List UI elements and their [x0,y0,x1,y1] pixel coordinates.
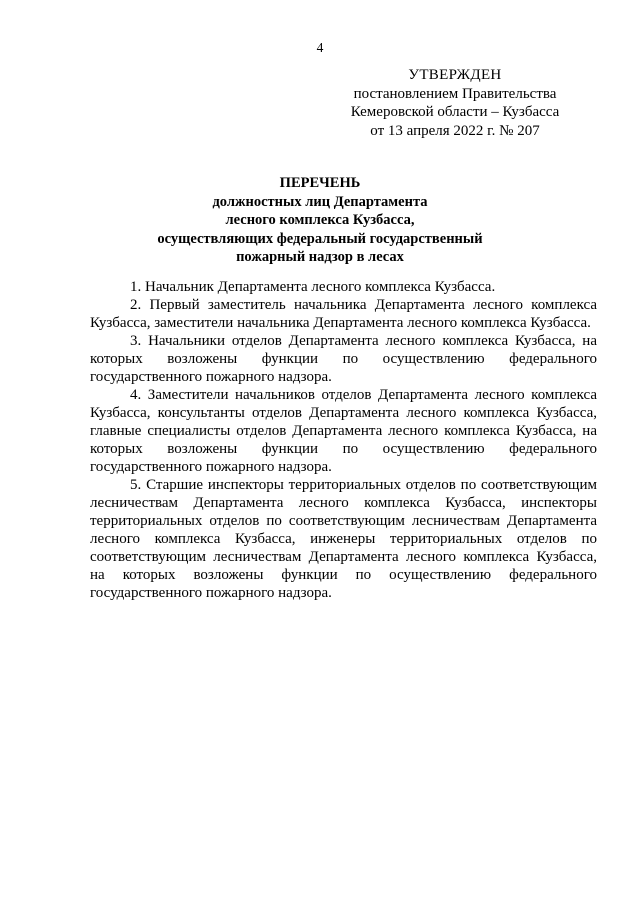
page-number: 4 [316,40,324,55]
document-title [90,174,550,267]
approval-line-2: Кемеровской области – Кузбасса [350,104,560,120]
list-item-2: 2. Первый заместитель начальника Департамента лесного комплекса Кузбасса, заместители начальника Департамента лесного комплекса Кузбасса. [90,297,597,331]
approval-block [320,66,590,140]
list-item-1: 1. Начальник Департамента лесного комплекса Кузбасса. [130,279,496,295]
list-item-3: 3. Начальники отделов Департамента лесного комплекса Кузбасса, на которых возложены функции по осуществлению федерального государственного пожарного надзора. [90,333,597,385]
title-heading: ПЕРЕЧЕНЬ [279,175,361,191]
approval-line-3: от 13 апреля 2022 г. № 207 [370,122,540,139]
approval-stamp: УТВЕРЖДЕН [408,67,502,83]
document-body [90,278,597,602]
title-line-3: осуществляющих федеральный государственный [157,230,483,247]
title-line-4: пожарный надзор в лесах [236,249,404,265]
list-item-4: 4. Заместители начальников отделов Департамента лесного комплекса Кузбасса, консультанты отделов Департамента лесного комплекса Кузбасса, главные специалисты отделов Департамента лесного комплекса Кузбасса, на которых возложены функции по осуществлению федерального государственного пожарного надзора. [90,387,597,475]
title-line-1: должностных лиц Департамента [212,193,428,210]
approval-line-1: постановлением Правительства [353,85,557,102]
list-item-5: 5. Старшие инспекторы территориальных отделов по соответствующим лесничествам Департамента лесного комплекса Кузбасса, инспекторы территориальных отделов по соответствующим лесничествам Департамента лесного комплекса Кузбасса, инженеры территориальных отделов по соответствующим лесничествам Департамента лесного комплекса Кузбасса, на которых возложены функции по осуществлению федерального государственного пожарного надзора. [90,477,597,601]
title-line-2: лесного комплекса Кузбасса, [225,212,415,228]
